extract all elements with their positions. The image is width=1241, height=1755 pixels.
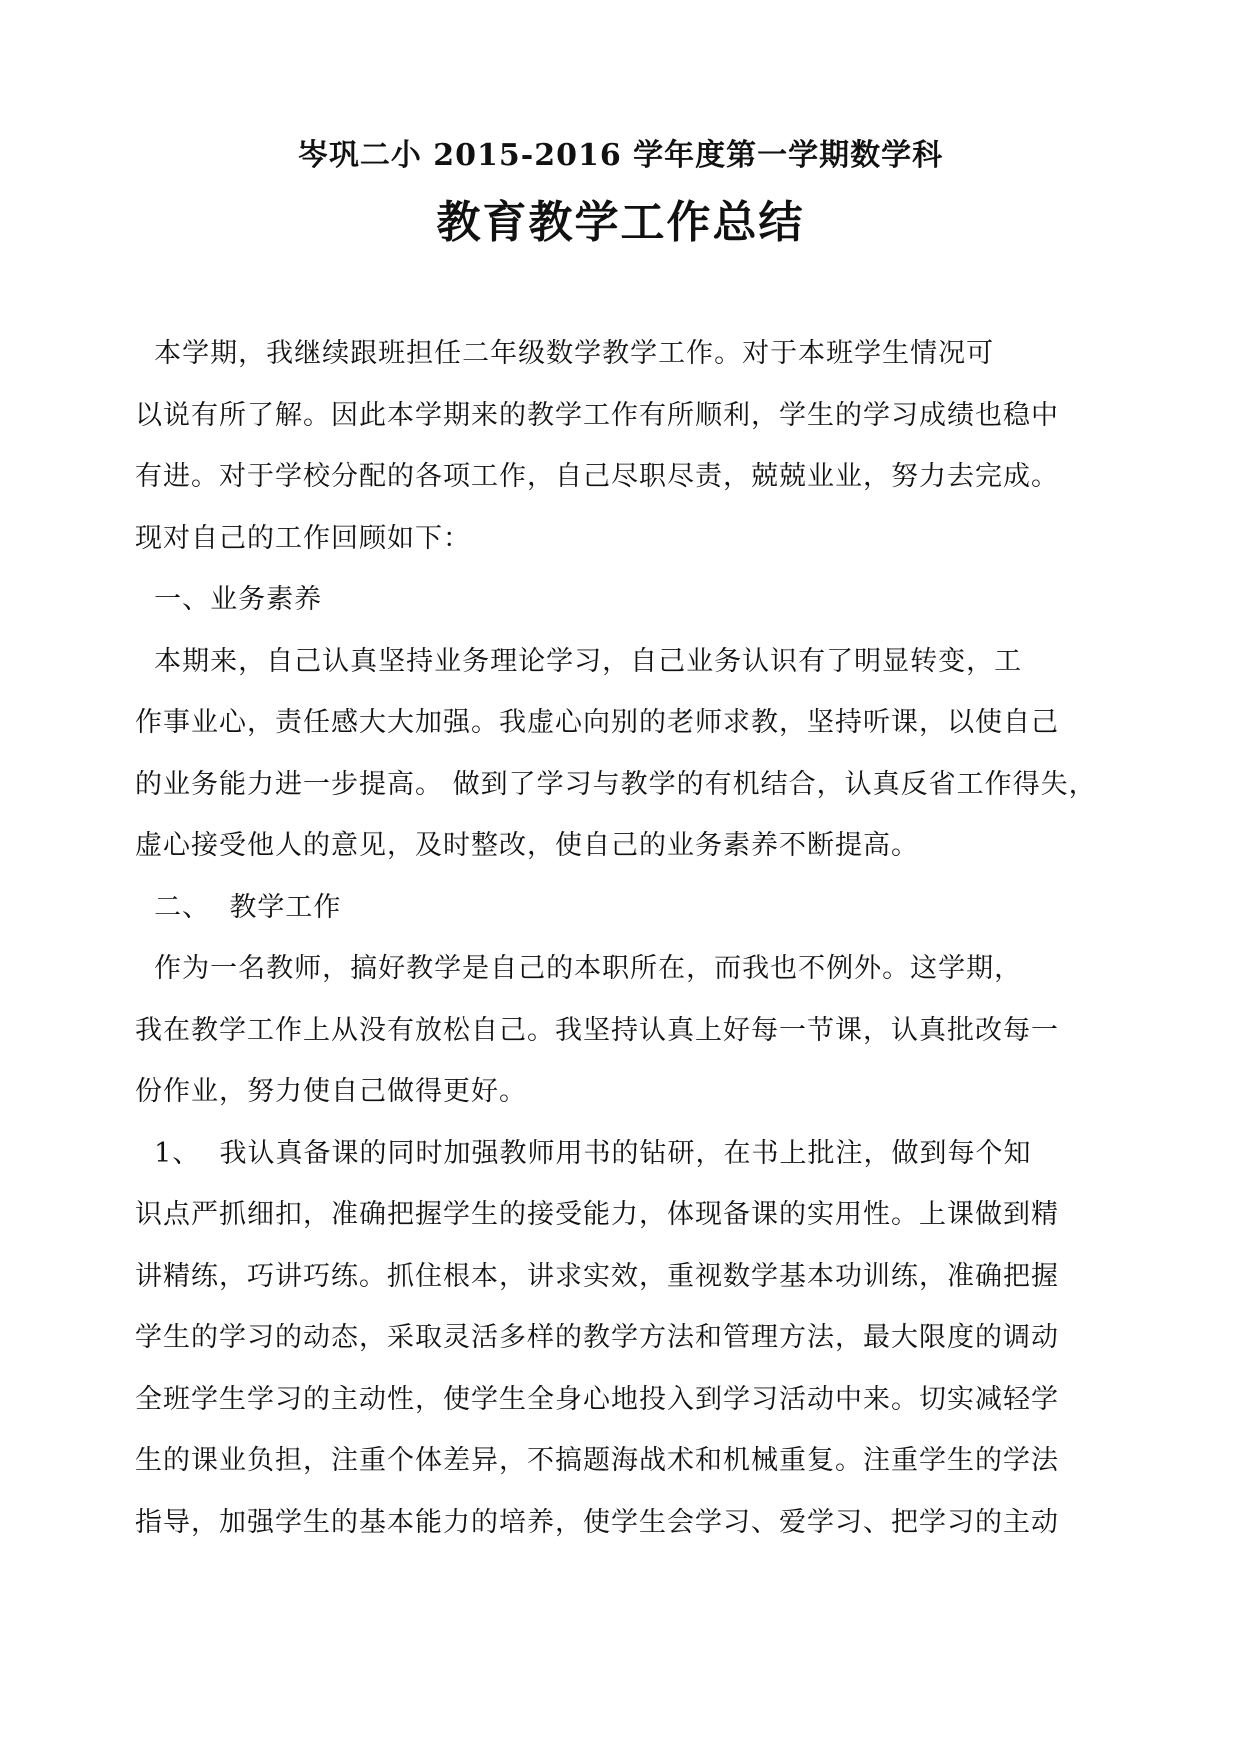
body-line: 识点严抓细扣，准确把握学生的接受能力，体现备课的实用性。上课做到精	[135, 1199, 1059, 1230]
body-line: 的业务能力进一步提高。 做到了学习与教学的有机结合，认真反省工作得失，	[135, 768, 1097, 800]
body-line: 有进。对于学校分配的各项工作，自己尽职尽责，兢兢业业，努力去完成。	[135, 461, 1059, 492]
body-line: 本期来，自己认真坚持业务理论学习，自己业务认识有了明显转变，工	[135, 645, 1023, 677]
body-line: 虚心接受他人的意见，及时整改，使自己的业务素养不断提高。	[135, 830, 919, 861]
body-line: 份作业，努力使自己做得更好。	[135, 1076, 527, 1107]
body-line: 1、 我认真备课的同时加强教师用书的钻研，在书上批注，做到每个知	[135, 1137, 1032, 1169]
document-body	[135, 323, 1115, 1553]
body-line: 全班学生学习的主动性，使学生全身心地投入到学习活动中来。切实减轻学	[135, 1383, 1059, 1415]
document-title-line1: 岑巩二小 2015-2016 学年度第一学期数学科	[297, 138, 944, 173]
body-line: 指导，加强学生的基本能力的培养，使学生会学习、爱学习、把学习的主动	[135, 1506, 1059, 1538]
body-line: 学生的学习的动态，采取灵活多样的教学方法和管理方法，最大限度的调动	[135, 1322, 1059, 1353]
body-line: 作事业心，责任感大大加强。我虚心向别的老师求教，坚持听课，以使自己	[135, 707, 1059, 738]
section-heading: 一、业务素养	[135, 584, 323, 615]
body-line: 本学期，我继续跟班担任二年级数学教学工作。对于本班学生情况可	[135, 338, 995, 369]
document-title-line2: 教育教学工作总结	[436, 197, 805, 248]
body-line: 生的课业负担，注重个体差异，不搞题海战术和机械重复。注重学生的学法	[135, 1445, 1059, 1476]
body-line: 我在教学工作上从没有放松自己。我坚持认真上好每一节课，认真批改每一	[135, 1014, 1059, 1046]
body-line: 现对自己的工作回顾如下：	[135, 522, 471, 554]
body-line: 以说有所了解。因此本学期来的教学工作有所顺利，学生的学习成绩也稳中	[135, 399, 1059, 431]
body-line: 作为一名教师，搞好教学是自己的本职所在，而我也不例外。这学期，	[135, 953, 1023, 984]
body-line: 讲精练，巧讲巧练。抓住根本，讲求实效，重视数学基本功训练，准确把握	[135, 1260, 1059, 1292]
section-heading: 二、 教学工作	[135, 891, 342, 923]
